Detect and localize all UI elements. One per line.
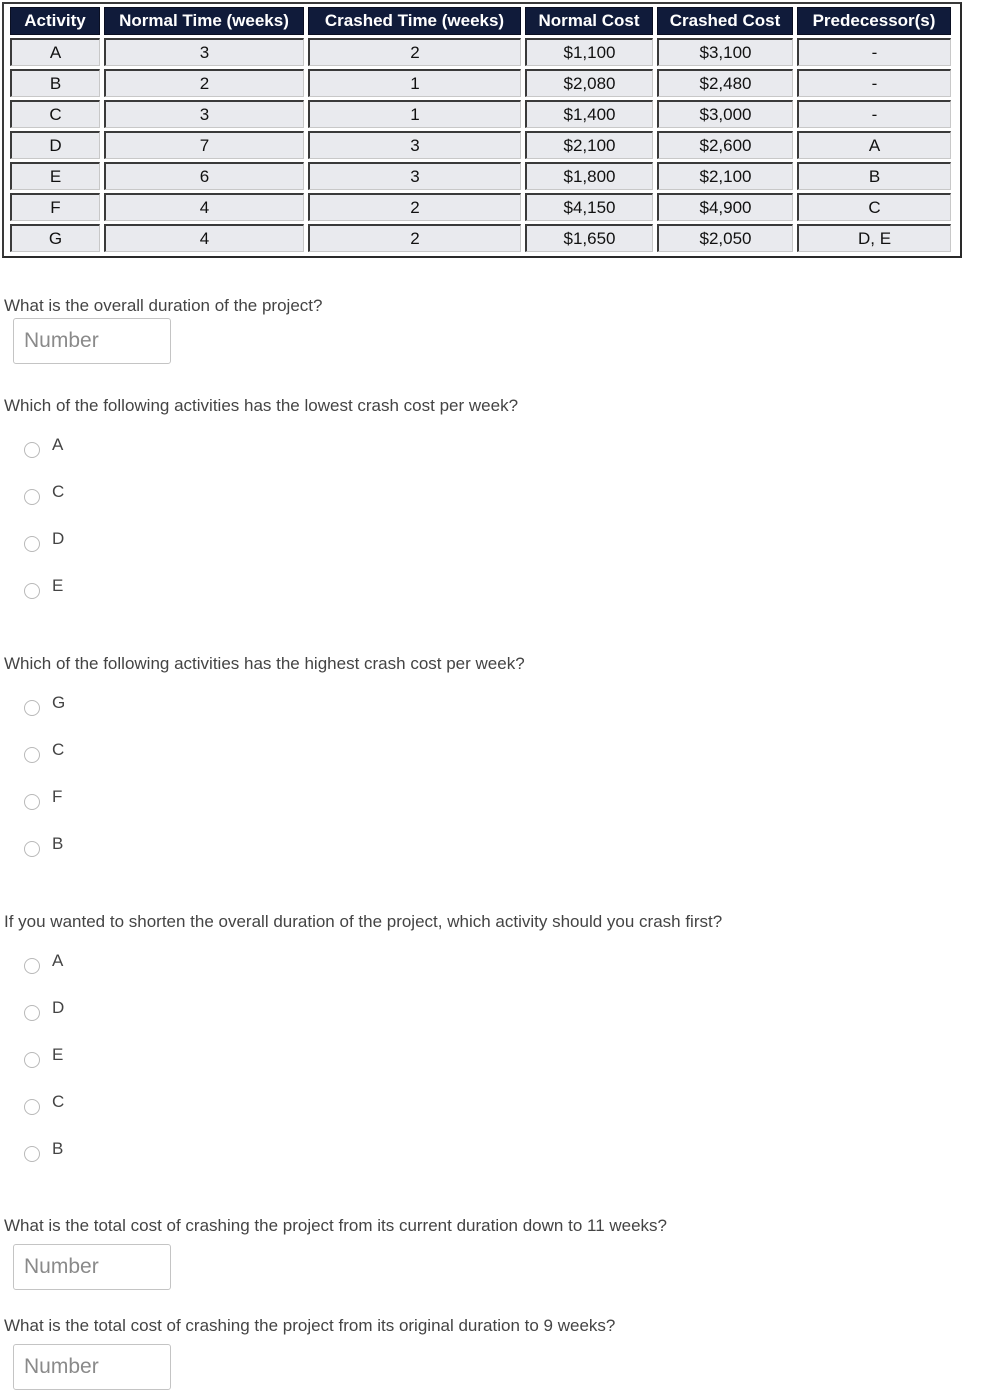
table-row	[10, 193, 951, 221]
option-label: E	[52, 576, 64, 595]
option-label: B	[52, 834, 64, 853]
cell-predecessors: A	[797, 131, 951, 159]
radio-button[interactable]	[24, 536, 40, 552]
cell-normal-cost: $1,650	[525, 224, 653, 252]
cell-predecessors: -	[797, 100, 951, 128]
overall-duration-input[interactable]	[13, 318, 171, 364]
cell-predecessors: D, E	[797, 224, 951, 252]
radio-button[interactable]	[24, 958, 40, 974]
radio-button[interactable]	[24, 841, 40, 857]
cell-crashed-time: 3	[308, 131, 521, 159]
option-label: E	[52, 1045, 64, 1064]
cell-predecessors: B	[797, 162, 951, 190]
cell-activity: G	[10, 224, 100, 252]
cell-normal-time: 3	[104, 38, 304, 66]
highest-crash-option-c[interactable]	[24, 738, 64, 762]
cell-normal-cost: $2,100	[525, 131, 653, 159]
question-lowest-crash-cost: Which of the following activities has the lowest crash cost per week?	[4, 396, 519, 415]
cell-normal-time: 4	[104, 224, 304, 252]
radio-button[interactable]	[24, 583, 40, 599]
cell-crashed-cost: $2,600	[657, 131, 793, 159]
table-row	[10, 131, 951, 159]
cell-crashed-cost: $2,050	[657, 224, 793, 252]
radio-button[interactable]	[24, 1005, 40, 1021]
cell-normal-cost: $2,080	[525, 69, 653, 97]
radio-button[interactable]	[24, 700, 40, 716]
table-row	[10, 224, 951, 252]
header-crashed-cost: Crashed Cost	[657, 7, 793, 35]
lowest-crash-option-d[interactable]	[24, 527, 64, 551]
crash-first-option-d[interactable]	[24, 996, 64, 1020]
header-normal-time: Normal Time (weeks)	[104, 7, 304, 35]
crash-first-option-c[interactable]	[24, 1090, 64, 1114]
radio-button[interactable]	[24, 1052, 40, 1068]
highest-crash-option-f[interactable]	[24, 785, 62, 809]
radio-button[interactable]	[24, 442, 40, 458]
lowest-crash-option-e[interactable]	[24, 574, 63, 598]
radio-button[interactable]	[24, 747, 40, 763]
crash-11-weeks-cost-input[interactable]	[13, 1244, 171, 1290]
cell-normal-time: 3	[104, 100, 304, 128]
option-label: B	[52, 1139, 64, 1158]
crash-first-option-a[interactable]	[24, 949, 63, 973]
project-data-table-container	[2, 2, 962, 258]
cell-activity: C	[10, 100, 100, 128]
highest-crash-option-g[interactable]	[24, 691, 65, 715]
lowest-crash-option-a[interactable]	[24, 433, 63, 457]
crash-first-option-b[interactable]	[24, 1137, 63, 1161]
radio-button[interactable]	[24, 1099, 40, 1115]
option-label: D	[52, 998, 65, 1017]
cell-activity: D	[10, 131, 100, 159]
cell-crashed-cost: $2,100	[657, 162, 793, 190]
cell-activity: F	[10, 193, 100, 221]
option-label: F	[52, 787, 63, 806]
cell-crashed-time: 2	[308, 38, 521, 66]
cell-crashed-cost: $3,100	[657, 38, 793, 66]
cell-normal-time: 7	[104, 131, 304, 159]
cell-normal-cost: $1,800	[525, 162, 653, 190]
radio-button[interactable]	[24, 489, 40, 505]
cell-normal-time: 6	[104, 162, 304, 190]
highest-crash-option-b[interactable]	[24, 832, 63, 856]
cell-crashed-cost: $4,900	[657, 193, 793, 221]
cell-activity: B	[10, 69, 100, 97]
project-data-table	[6, 4, 955, 255]
question-crash-to-11-weeks: What is the total cost of crashing the project from its current duration down to 11 weeks?	[4, 1216, 668, 1235]
header-activity: Activity	[10, 7, 100, 35]
cell-activity: A	[10, 38, 100, 66]
cell-normal-cost: $1,400	[525, 100, 653, 128]
header-predecessors: Predecessor(s)	[797, 7, 951, 35]
question-highest-crash-cost: Which of the following activities has the highest crash cost per week?	[4, 654, 525, 673]
question-crash-first: If you wanted to shorten the overall duration of the project, which activity should you crash first?	[4, 912, 723, 931]
option-label: G	[52, 693, 66, 712]
header-normal-cost: Normal Cost	[525, 7, 653, 35]
cell-predecessors: -	[797, 69, 951, 97]
cell-crashed-cost: $3,000	[657, 100, 793, 128]
cell-crashed-time: 1	[308, 100, 521, 128]
cell-crashed-cost: $2,480	[657, 69, 793, 97]
option-label: A	[52, 951, 64, 970]
cell-crashed-time: 3	[308, 162, 521, 190]
crash-first-option-e[interactable]	[24, 1043, 63, 1067]
cell-crashed-time: 1	[308, 69, 521, 97]
option-label: C	[52, 1092, 65, 1111]
radio-button[interactable]	[24, 794, 40, 810]
header-crashed-time: Crashed Time (weeks)	[308, 7, 521, 35]
cell-predecessors: C	[797, 193, 951, 221]
cell-normal-cost: $4,150	[525, 193, 653, 221]
lowest-crash-option-c[interactable]	[24, 480, 64, 504]
table-row	[10, 69, 951, 97]
table-row	[10, 100, 951, 128]
table-row	[10, 38, 951, 66]
option-label: C	[52, 482, 65, 501]
cell-crashed-time: 2	[308, 193, 521, 221]
cell-normal-cost: $1,100	[525, 38, 653, 66]
option-label: D	[52, 529, 65, 548]
table-header-row	[10, 7, 951, 35]
question-overall-duration: What is the overall duration of the project?	[4, 296, 323, 315]
cell-activity: E	[10, 162, 100, 190]
cell-predecessors: -	[797, 38, 951, 66]
crash-9-weeks-cost-input[interactable]	[13, 1344, 171, 1390]
cell-normal-time: 2	[104, 69, 304, 97]
table-row	[10, 162, 951, 190]
radio-button[interactable]	[24, 1146, 40, 1162]
option-label: C	[52, 740, 65, 759]
cell-crashed-time: 2	[308, 224, 521, 252]
option-label: A	[52, 435, 64, 454]
cell-normal-time: 4	[104, 193, 304, 221]
question-crash-to-9-weeks: What is the total cost of crashing the project from its original duration to 9 weeks?	[4, 1316, 616, 1335]
